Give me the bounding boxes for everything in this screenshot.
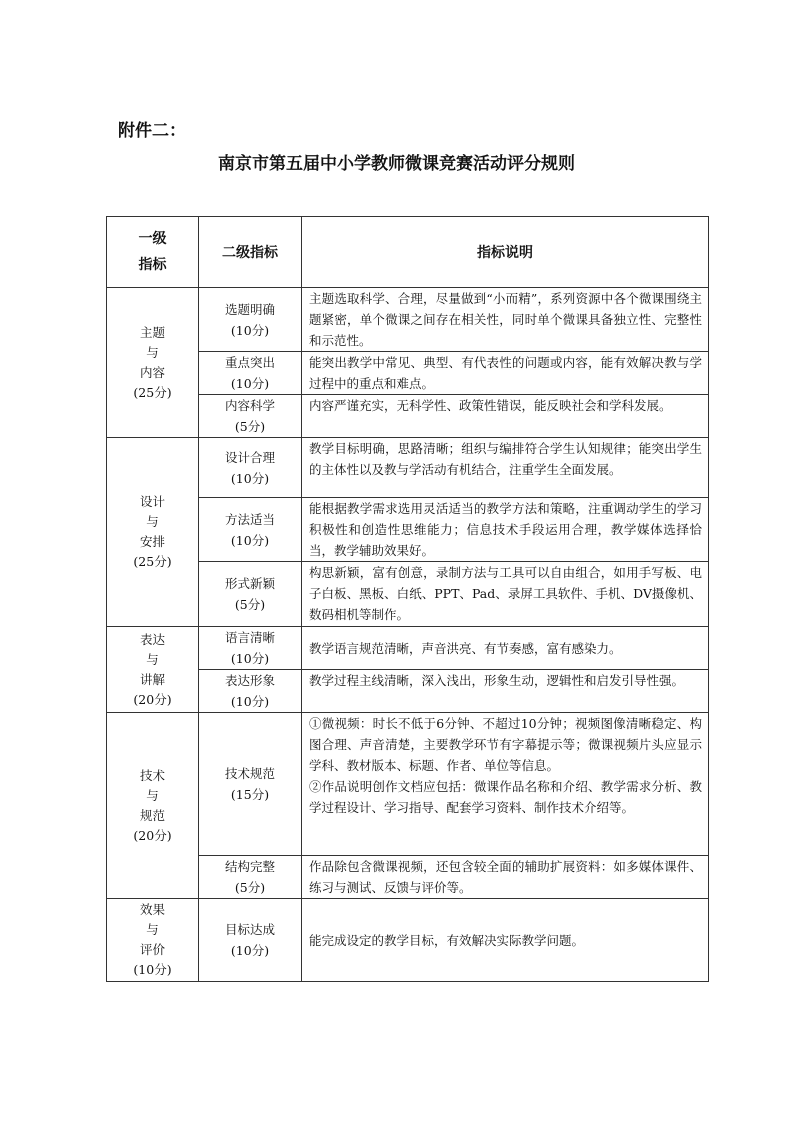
table-row — [107, 627, 709, 670]
description-cell: 能完成设定的教学目标，有效解决实际教学问题。 — [302, 899, 709, 982]
level2-cell: 技术规范 (15分) — [199, 713, 302, 856]
level1-cell: 设计 与 安排 (25分) — [107, 438, 199, 627]
table-row — [107, 713, 709, 856]
description-cell: ①微视频：时长不低于6分钟、不超过10分钟；视频图像清晰稳定、构图合理、声音清楚，主要教学环节有字幕提示等；微课视频片头应显示学科、教材版本、标题、作者、单位等信息。 ②作品说明创作文档应包括：微课作品名称和介绍、教学需求分析、教学过程设计、学习指导、配套学习资料、制作技术介绍等。 — [302, 713, 709, 856]
level2-cell: 选题明确 (10分) — [199, 288, 302, 352]
description-cell: 能突出教学中常见、典型、有代表性的问题或内容，能有效解决教与学过程中的重点和难点。 — [302, 352, 709, 395]
level2-cell: 设计合理 (10分) — [199, 438, 302, 498]
header-description: 指标说明 — [302, 217, 709, 288]
level2-cell: 结构完整 (5分) — [199, 856, 302, 899]
description-cell: 能根据教学需求选用灵活适当的教学方法和策略，注重调动学生的学习积极性和创造性思维能力；信息技术手段运用合理，教学媒体选择恰当，教学辅助效果好。 — [302, 498, 709, 562]
level2-cell: 表达形象 (10分) — [199, 670, 302, 713]
header-level1: 一级 指标 — [107, 217, 199, 288]
description-cell: 教学语言规范清晰，声音洪亮、有节奏感，富有感染力。 — [302, 627, 709, 670]
level2-cell: 形式新颖 (5分) — [199, 562, 302, 627]
description-cell: 内容严谨充实，无科学性、政策性错误，能反映社会和学科发展。 — [302, 395, 709, 438]
level2-cell: 语言清晰 (10分) — [199, 627, 302, 670]
scoring-table — [106, 216, 709, 982]
level2-cell: 重点突出 (10分) — [199, 352, 302, 395]
level2-cell: 方法适当 (10分) — [199, 498, 302, 562]
header-level2: 二级指标 — [199, 217, 302, 288]
table-row — [107, 899, 709, 982]
description-cell: 构思新颖，富有创意，录制方法与工具可以自由组合，如用手写板、电子白板、黑板、白纸、PPT、Pad、录屏工具软件、手机、DV摄像机、数码相机等制作。 — [302, 562, 709, 627]
description-cell: 主题选取科学、合理，尽量做到“小而精”，系列资源中各个微课围绕主题紧密，单个微课之间存在相关性，同时单个微课具备独立性、完整性和示范性。 — [302, 288, 709, 352]
description-cell: 教学过程主线清晰，深入浅出，形象生动，逻辑性和启发引导性强。 — [302, 670, 709, 713]
level1-cell: 技术 与 规范 (20分) — [107, 713, 199, 899]
description-cell: 教学目标明确，思路清晰；组织与编排符合学生认知规律；能突出学生的主体性以及教与学活动有机结合，注重学生全面发展。 — [302, 438, 709, 498]
level2-cell: 目标达成 (10分) — [199, 899, 302, 982]
attachment-label: 附件二： — [118, 121, 186, 141]
level1-cell: 主题 与 内容 (25分) — [107, 288, 199, 438]
table-header-row — [107, 217, 709, 288]
table-row — [107, 288, 709, 352]
description-cell: 作品除包含微课视频，还包含较全面的辅助扩展资料：如多媒体课件、练习与测试、反馈与评价等。 — [302, 856, 709, 899]
level1-cell: 效果 与 评价 (10分) — [107, 899, 199, 982]
table-row — [107, 438, 709, 498]
page-title: 南京市第五届中小学教师微课竞赛活动评分规则 — [218, 154, 575, 174]
level2-cell: 内容科学 (5分) — [199, 395, 302, 438]
level1-cell: 表达 与 讲解 (20分) — [107, 627, 199, 713]
